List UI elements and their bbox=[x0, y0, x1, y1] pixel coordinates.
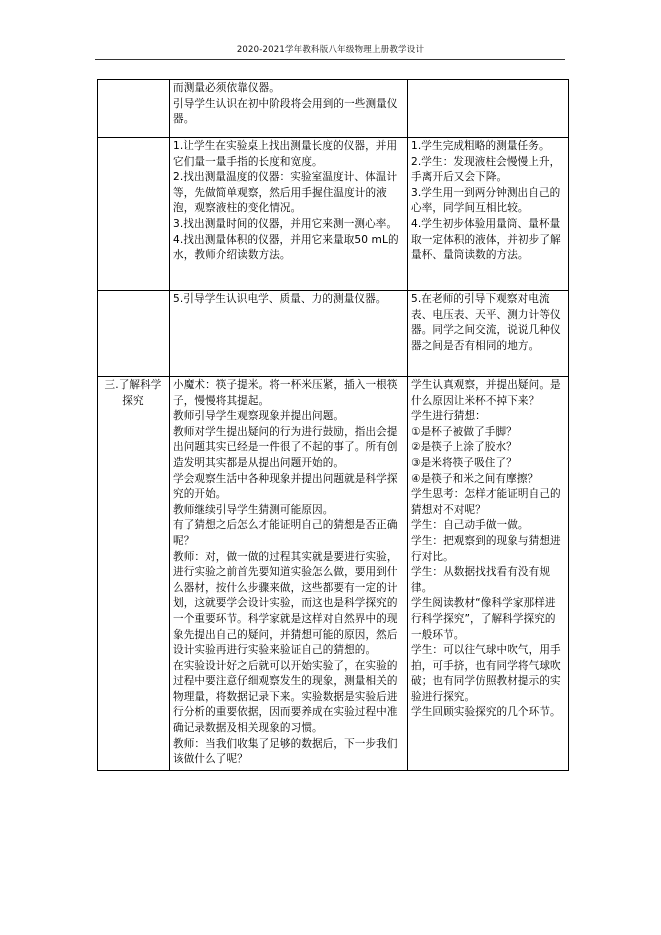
teacher-text: 而测量必须依靠仪器。 bbox=[173, 82, 280, 94]
student-text: 学生：从数据找找看有没有规律。 bbox=[411, 566, 551, 594]
teacher-text: 教师：当我们收集了足够的数据后，下一步我们该做什么了呢？ bbox=[173, 737, 398, 766]
stage-label: 三.了解科学探究 bbox=[104, 379, 162, 407]
stage-cell bbox=[98, 291, 170, 377]
stage-cell bbox=[98, 377, 170, 771]
student-text: ③是米将筷子吸住了？ bbox=[411, 456, 517, 469]
teacher-text: 4.找出测量体积的仪器，并用它来量取50 mL的水，教师介绍读数方法。 bbox=[173, 233, 399, 262]
student-text: 4.学生初步体验用量筒、量杯量取一定体积的液体，并初步了解量杯、量筒读数的方法。 bbox=[411, 217, 561, 262]
header-divider bbox=[95, 59, 565, 60]
student-text: ①是杯子被做了手脚？ bbox=[411, 425, 517, 438]
teacher-activity-cell bbox=[170, 377, 408, 771]
student-activity-cell bbox=[408, 377, 569, 771]
teacher-text: 学会观察生活中各种现象并提出问题就是科学探究的开始。 bbox=[173, 472, 398, 501]
student-text: 学生进行猜想： bbox=[411, 410, 486, 423]
teacher-text: 3.找出测量时间的仪器，并用它来测一测心率。 bbox=[173, 217, 398, 230]
table-row bbox=[98, 377, 569, 771]
teacher-text: 在实验设计好之后就可以开始实验了，在实验的过程中要注意仔细观察发生的现象，测量相关的物理量，将数据记录下来。实验数据是实验后进行分析的重要依据，因而要养成在实验过程中准确记录数据及相关现象的习惯。 bbox=[173, 659, 398, 735]
stage-cell bbox=[98, 138, 170, 291]
student-text: 3.学生用一到两分钟测出自己的心率，同学间互相比较。 bbox=[411, 186, 561, 215]
table-row bbox=[98, 138, 569, 291]
teacher-text: 教师继续引导学生猜测可能原因。 bbox=[173, 503, 334, 516]
student-text: ④是筷子和米之间有摩擦？ bbox=[411, 472, 539, 485]
teacher-text: 教师对学生提出疑问的行为进行鼓励，指出会提出问题其实已经是一件很了不起的事了。所有创造发明其实都是从提出问题开始的。 bbox=[173, 425, 398, 469]
teacher-text: 1.让学生在实验桌上找出测量长度的仪器，并用它们量一量手指的长度和宽度。 bbox=[173, 140, 398, 168]
teacher-text: 2.找出测量温度的仪器：实验室温度计、体温计等，先做简单观察，然后用手握住温度计的液泡，观察液柱的变化情况。 bbox=[173, 171, 398, 215]
teacher-activity-cell bbox=[170, 138, 408, 291]
student-activity-cell bbox=[408, 80, 569, 138]
teacher-text: 教师：对，做一做的过程其实就是要进行实验，进行实验之前首先要知道实验怎么做，要用到什么器材，按什么步骤来做，这些都要有一定的计划，这就要学会设计实验，而这也是科学探究的一个重要环节。科学家就是这样对自然界中的现象先提出自己的疑问，并猜想可能的原因，然后设计实验再进行实验来验证自己的猜想的。 bbox=[173, 550, 398, 657]
page-header bbox=[0, 43, 661, 55]
student-activity-cell bbox=[408, 291, 569, 377]
teacher-text: 小魔术：筷子提米。将一杯米压紧，插入一根筷子，慢慢将其提起。 bbox=[173, 379, 398, 407]
student-text: 学生认真观察，并提出疑问。是什么原因让米杯不掉下来？ bbox=[411, 379, 561, 407]
table-row bbox=[98, 291, 569, 377]
student-text: 2.学生：发现液柱会慢慢上升，手离开后又会下降。 bbox=[411, 155, 561, 184]
teacher-text: 教师引导学生观察现象并提出问题。 bbox=[173, 410, 345, 423]
student-text: 学生阅读教材“像科学家那样进行科学探究”，了解科学探究的一般环节。 bbox=[411, 597, 556, 641]
student-text: 学生回顾实验探究的几个环节。 bbox=[411, 706, 561, 719]
student-text: 学生：可以往气球中吹气，用手拍，可手挤，也有同学将气球吹破；也有同学仿照教材提示的实验进行探究。 bbox=[411, 644, 561, 703]
teacher-activity-cell bbox=[170, 80, 408, 138]
lesson-plan-table bbox=[97, 79, 569, 771]
student-text: 学生：自己动手做一做。 bbox=[411, 519, 529, 532]
teacher-activity-cell bbox=[170, 291, 408, 377]
student-text: 学生：把观察到的现象与猜想进行对比。 bbox=[411, 534, 561, 563]
table-row bbox=[98, 80, 569, 138]
student-text: 学生思考：怎样才能证明自己的猜想对不对呢？ bbox=[411, 488, 561, 516]
student-activity-cell bbox=[408, 138, 569, 291]
student-text: ②是筷子上涂了胶水？ bbox=[411, 441, 517, 454]
student-text: 1.学生完成粗略的测量任务。 bbox=[411, 140, 550, 152]
teacher-text: 引导学生认识在初中阶段将会用到的一些测量仪器。 bbox=[173, 97, 398, 126]
teacher-text: 有了猜想之后怎么才能证明自己的猜想是否正确呢？ bbox=[173, 519, 398, 547]
student-text: 5.在老师的引导下观察对电流表、电压表、天平、测力计等仪器。同学之间交流，说说几种仪器之间是否有相同的地方。 bbox=[411, 293, 561, 352]
header-title: 2020-2021学年教科版八年级物理上册教学设计 bbox=[236, 45, 425, 55]
teacher-text: 5.引导学生认识电学、质量、力的测量仪器。 bbox=[173, 293, 387, 305]
stage-cell bbox=[98, 80, 170, 138]
